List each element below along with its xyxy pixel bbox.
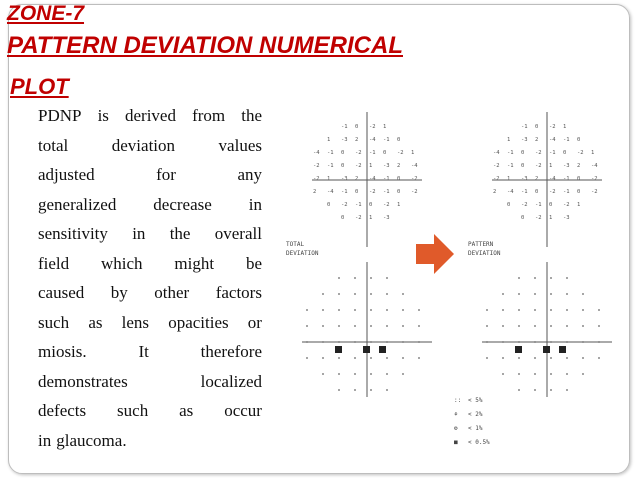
- field-value: 0: [507, 202, 511, 208]
- field-point: [518, 389, 520, 391]
- field-point: [486, 357, 488, 359]
- field-point: [550, 293, 552, 295]
- field-value: 0: [563, 150, 567, 156]
- body-line: [38, 283, 262, 303]
- field-value: 0: [369, 202, 373, 208]
- field-value: -1: [563, 137, 570, 143]
- body-word: field: [38, 253, 70, 273]
- field-value: -1: [383, 189, 390, 195]
- body-line: [38, 224, 262, 244]
- field-value: 1: [369, 163, 373, 169]
- field-point: [370, 373, 372, 375]
- body-line: [38, 165, 262, 185]
- field-point: [518, 373, 520, 375]
- field-value: -2: [369, 189, 376, 195]
- field-point: [306, 309, 308, 311]
- field-point: [370, 309, 372, 311]
- field-point: [338, 389, 340, 391]
- field-value: 2: [535, 137, 539, 143]
- field-value: 0: [577, 137, 581, 143]
- field-point: [370, 293, 372, 295]
- field-point: [386, 341, 388, 343]
- body-word: which: [101, 253, 143, 273]
- field-value: -2: [535, 215, 542, 221]
- field-point: [402, 293, 404, 295]
- visual-field-plots: [282, 112, 632, 472]
- field-value: 0: [535, 124, 539, 130]
- field-point: [518, 325, 520, 327]
- body-word: lens: [121, 312, 150, 332]
- field-value: -3: [383, 215, 390, 221]
- defect-square: [335, 346, 342, 353]
- field-value: 0: [521, 163, 525, 169]
- body-word: defects: [38, 401, 87, 420]
- field-point: [338, 373, 340, 375]
- body-word: might: [174, 253, 215, 273]
- field-point: [386, 325, 388, 327]
- left-label-line-2: DEVIATION: [286, 250, 319, 257]
- field-point: [598, 357, 600, 359]
- field-point: [370, 357, 372, 359]
- field-value: 0: [341, 163, 345, 169]
- field-value: 1: [507, 137, 511, 143]
- field-point: [322, 325, 324, 327]
- field-point: [566, 325, 568, 327]
- body-word: such: [117, 401, 149, 420]
- field-value: 2: [493, 189, 497, 195]
- body-word: It: [138, 342, 149, 361]
- field-value: -1: [341, 124, 348, 130]
- field-point: [322, 341, 324, 343]
- body-line: [38, 136, 262, 156]
- field-value: 1: [397, 202, 401, 208]
- field-value: -3: [341, 176, 348, 182]
- field-point: [338, 341, 340, 343]
- body-word: is: [97, 106, 109, 125]
- field-point: [502, 373, 504, 375]
- defect-square: [379, 346, 386, 353]
- body-word: adjusted: [38, 165, 95, 184]
- legend-label: < 1%: [468, 425, 483, 432]
- field-value: -4: [369, 137, 376, 143]
- field-value: 1: [383, 124, 387, 130]
- field-value: -2: [313, 176, 320, 182]
- field-point: [598, 325, 600, 327]
- body-word: therefore: [200, 342, 262, 361]
- field-value: -3: [521, 137, 528, 143]
- field-point: [354, 357, 356, 359]
- field-point: [386, 293, 388, 295]
- body-word: values: [218, 135, 262, 155]
- slide-title-line-3: PLOT: [10, 74, 69, 99]
- field-point: [502, 357, 504, 359]
- field-point: [550, 277, 552, 279]
- field-value: -1: [521, 124, 528, 130]
- field-value: -2: [355, 163, 362, 169]
- field-value: 2: [313, 189, 317, 195]
- field-point: [402, 373, 404, 375]
- field-point: [322, 357, 324, 359]
- field-point: [338, 325, 340, 327]
- field-point: [486, 309, 488, 311]
- field-value: 0: [355, 189, 359, 195]
- body-word: the: [169, 224, 191, 243]
- body-word: factors: [215, 283, 262, 302]
- visual-field-figure: [282, 112, 632, 472]
- field-value: 1: [549, 163, 553, 169]
- field-point: [518, 277, 520, 279]
- body-word: other: [154, 283, 190, 302]
- field-point: [502, 325, 504, 327]
- body-word: opacities: [168, 312, 229, 332]
- body-word: the: [241, 106, 262, 125]
- field-point: [354, 389, 356, 391]
- field-value: 0: [397, 176, 401, 182]
- body-word: as: [179, 401, 194, 420]
- field-value: 0: [521, 215, 525, 221]
- field-value: 2: [355, 176, 359, 182]
- field-value: 1: [563, 124, 567, 130]
- field-point: [550, 325, 552, 327]
- field-value: -1: [563, 176, 570, 182]
- field-point: [550, 341, 552, 343]
- field-point: [566, 373, 568, 375]
- field-value: -4: [313, 150, 320, 156]
- legend-label: < 5%: [468, 397, 483, 404]
- field-value: -1: [535, 202, 542, 208]
- field-point: [566, 341, 568, 343]
- body-word: total: [38, 135, 69, 155]
- field-point: [306, 357, 308, 359]
- field-value: -4: [507, 189, 514, 195]
- field-point: [582, 293, 584, 295]
- field-value: 1: [411, 150, 415, 156]
- body-word: caused: [38, 283, 85, 302]
- field-value: 1: [369, 215, 373, 221]
- field-point: [354, 293, 356, 295]
- field-value: -2: [521, 202, 528, 208]
- field-point: [322, 373, 324, 375]
- body-word: by: [110, 283, 128, 302]
- field-value: -1: [355, 202, 362, 208]
- body-word: any: [237, 165, 262, 184]
- field-value: -1: [341, 189, 348, 195]
- field-point: [550, 309, 552, 311]
- legend-symbol: ⚘: [454, 411, 458, 418]
- legend-symbol: ⚙: [454, 425, 458, 432]
- field-point: [386, 277, 388, 279]
- total-deviation-numbers: [313, 124, 418, 221]
- body-word: for: [156, 165, 176, 184]
- body-line: [38, 195, 262, 215]
- field-point: [518, 293, 520, 295]
- field-point: [598, 309, 600, 311]
- legend-symbol: ■: [454, 439, 458, 446]
- body-word: occur: [224, 401, 262, 420]
- field-value: -4: [549, 137, 556, 143]
- slide-title-line-1: ZONE-7: [7, 2, 85, 25]
- field-value: -2: [369, 124, 376, 130]
- field-point: [534, 341, 536, 343]
- defect-square: [515, 346, 522, 353]
- body-line: [38, 401, 262, 421]
- body-word: or: [247, 312, 262, 332]
- field-point: [486, 325, 488, 327]
- field-value: -2: [549, 124, 556, 130]
- body-word: as: [88, 312, 103, 332]
- field-point: [402, 341, 404, 343]
- body-word: derived: [125, 106, 176, 125]
- field-point: [354, 309, 356, 311]
- field-point: [534, 325, 536, 327]
- field-point: [534, 373, 536, 375]
- body-line: [38, 372, 262, 392]
- field-point: [518, 309, 520, 311]
- field-point: [566, 357, 568, 359]
- field-point: [502, 341, 504, 343]
- defect-square: [559, 346, 566, 353]
- field-point: [354, 325, 356, 327]
- field-point: [386, 309, 388, 311]
- legend-symbol: ::: [454, 397, 462, 404]
- field-value: -4: [369, 176, 376, 182]
- field-value: 1: [327, 176, 331, 182]
- field-point: [598, 341, 600, 343]
- field-point: [370, 325, 372, 327]
- field-value: 2: [577, 163, 581, 169]
- field-value: 0: [355, 124, 359, 130]
- slide-title-line-2: PATTERN DEVIATION NUMERICAL: [7, 32, 403, 59]
- field-value: -1: [563, 189, 570, 195]
- field-value: 1: [549, 215, 553, 221]
- field-point: [322, 309, 324, 311]
- field-value: -4: [591, 163, 598, 169]
- field-value: -2: [355, 215, 362, 221]
- field-value: -2: [591, 189, 598, 195]
- field-point: [370, 341, 372, 343]
- field-point: [402, 325, 404, 327]
- body-word: such: [38, 312, 70, 332]
- body-word: deviation: [111, 135, 176, 155]
- body-word: be: [245, 253, 262, 273]
- field-value: -1: [369, 150, 376, 156]
- field-point: [582, 341, 584, 343]
- field-point: [386, 357, 388, 359]
- body-line: [38, 254, 262, 274]
- field-value: 0: [397, 137, 401, 143]
- field-value: -1: [383, 176, 390, 182]
- field-point: [582, 357, 584, 359]
- field-value: 1: [507, 176, 511, 182]
- field-point: [518, 341, 520, 343]
- field-value: 0: [327, 202, 331, 208]
- field-point: [550, 389, 552, 391]
- field-value: 0: [521, 150, 525, 156]
- field-value: 2: [397, 163, 401, 169]
- field-point: [566, 277, 568, 279]
- field-value: -3: [563, 215, 570, 221]
- field-point: [386, 389, 388, 391]
- field-value: -1: [521, 189, 528, 195]
- field-point: [518, 357, 520, 359]
- field-point: [582, 325, 584, 327]
- field-point: [486, 341, 488, 343]
- body-word: in: [132, 224, 146, 243]
- field-value: -3: [563, 163, 570, 169]
- field-value: -2: [355, 150, 362, 156]
- field-value: -4: [411, 163, 418, 169]
- field-value: -2: [535, 150, 542, 156]
- field-value: -2: [591, 176, 598, 182]
- field-point: [502, 293, 504, 295]
- body-word: decrease: [153, 194, 212, 214]
- field-point: [534, 389, 536, 391]
- field-value: 0: [549, 202, 553, 208]
- body-word: in: [248, 194, 262, 214]
- body-word: sensitivity: [38, 224, 108, 243]
- field-point: [338, 277, 340, 279]
- field-value: -2: [313, 163, 320, 169]
- body-word: glaucoma.: [56, 430, 127, 450]
- body-line: [38, 342, 262, 362]
- pattern-deviation-numbers: [493, 124, 598, 221]
- field-value: -1: [507, 150, 514, 156]
- field-point: [418, 325, 420, 327]
- body-word: in: [38, 430, 52, 450]
- field-point: [402, 309, 404, 311]
- field-value: 0: [341, 150, 345, 156]
- field-value: 0: [341, 215, 345, 221]
- field-point: [502, 309, 504, 311]
- probability-symbols: [306, 277, 600, 391]
- field-point: [550, 373, 552, 375]
- field-point: [534, 293, 536, 295]
- field-point: [582, 373, 584, 375]
- field-value: -4: [493, 150, 500, 156]
- body-word: from: [192, 106, 226, 125]
- field-point: [306, 341, 308, 343]
- field-value: 1: [591, 150, 595, 156]
- field-value: 2: [355, 137, 359, 143]
- field-value: 0: [383, 150, 387, 156]
- field-point: [534, 357, 536, 359]
- body-line: [38, 106, 262, 126]
- field-value: -4: [549, 176, 556, 182]
- field-point: [306, 325, 308, 327]
- field-value: 0: [535, 189, 539, 195]
- body-word: demonstrates: [38, 371, 128, 391]
- field-point: [338, 357, 340, 359]
- field-point: [370, 277, 372, 279]
- field-point: [354, 277, 356, 279]
- field-value: -2: [493, 176, 500, 182]
- field-value: -4: [327, 189, 334, 195]
- field-point: [354, 373, 356, 375]
- field-point: [566, 293, 568, 295]
- field-point: [386, 373, 388, 375]
- field-point: [370, 389, 372, 391]
- field-value: -2: [383, 202, 390, 208]
- field-value: -1: [549, 150, 556, 156]
- field-value: -2: [411, 189, 418, 195]
- body-word: localized: [200, 371, 262, 391]
- defect-square: [363, 346, 370, 353]
- field-point: [534, 277, 536, 279]
- left-label-line-1: TOTAL: [286, 241, 305, 248]
- field-value: -2: [341, 202, 348, 208]
- field-point: [354, 341, 356, 343]
- body-line: [38, 431, 262, 451]
- field-point: [566, 309, 568, 311]
- field-value: 1: [327, 137, 331, 143]
- field-value: -1: [327, 163, 334, 169]
- defect-square: [543, 346, 550, 353]
- legend-label: < 2%: [468, 411, 483, 418]
- right-label-line-2: DEVIATION: [468, 250, 501, 257]
- field-value: -2: [397, 150, 404, 156]
- field-value: -1: [383, 137, 390, 143]
- field-value: 0: [577, 176, 581, 182]
- field-value: -2: [549, 189, 556, 195]
- field-value: -2: [577, 150, 584, 156]
- field-value: 0: [577, 189, 581, 195]
- field-point: [322, 293, 324, 295]
- field-value: 2: [535, 176, 539, 182]
- right-arrow-icon: [416, 232, 456, 276]
- field-value: -2: [563, 202, 570, 208]
- field-point: [550, 357, 552, 359]
- field-point: [402, 357, 404, 359]
- field-point: [534, 309, 536, 311]
- legend-label: < 0.5%: [468, 439, 490, 446]
- field-value: -2: [535, 163, 542, 169]
- probability-legend: [454, 397, 490, 446]
- body-word: PDNP: [38, 106, 82, 125]
- field-value: 0: [397, 189, 401, 195]
- field-point: [418, 357, 420, 359]
- field-value: 1: [577, 202, 581, 208]
- field-value: -1: [327, 150, 334, 156]
- field-point: [418, 341, 420, 343]
- field-value: -3: [341, 137, 348, 143]
- body-word: miosis.: [38, 342, 87, 361]
- field-point: [582, 309, 584, 311]
- body-line: [38, 313, 262, 333]
- field-point: [418, 309, 420, 311]
- right-label-line-1: PATTERN: [468, 241, 494, 248]
- field-point: [338, 293, 340, 295]
- field-value: -1: [507, 163, 514, 169]
- field-value: -2: [411, 176, 418, 182]
- body-word: generalized: [38, 194, 117, 214]
- field-point: [338, 309, 340, 311]
- field-value: -2: [493, 163, 500, 169]
- field-value: -3: [383, 163, 390, 169]
- field-value: -3: [521, 176, 528, 182]
- field-point: [566, 389, 568, 391]
- body-word: overall: [214, 224, 262, 243]
